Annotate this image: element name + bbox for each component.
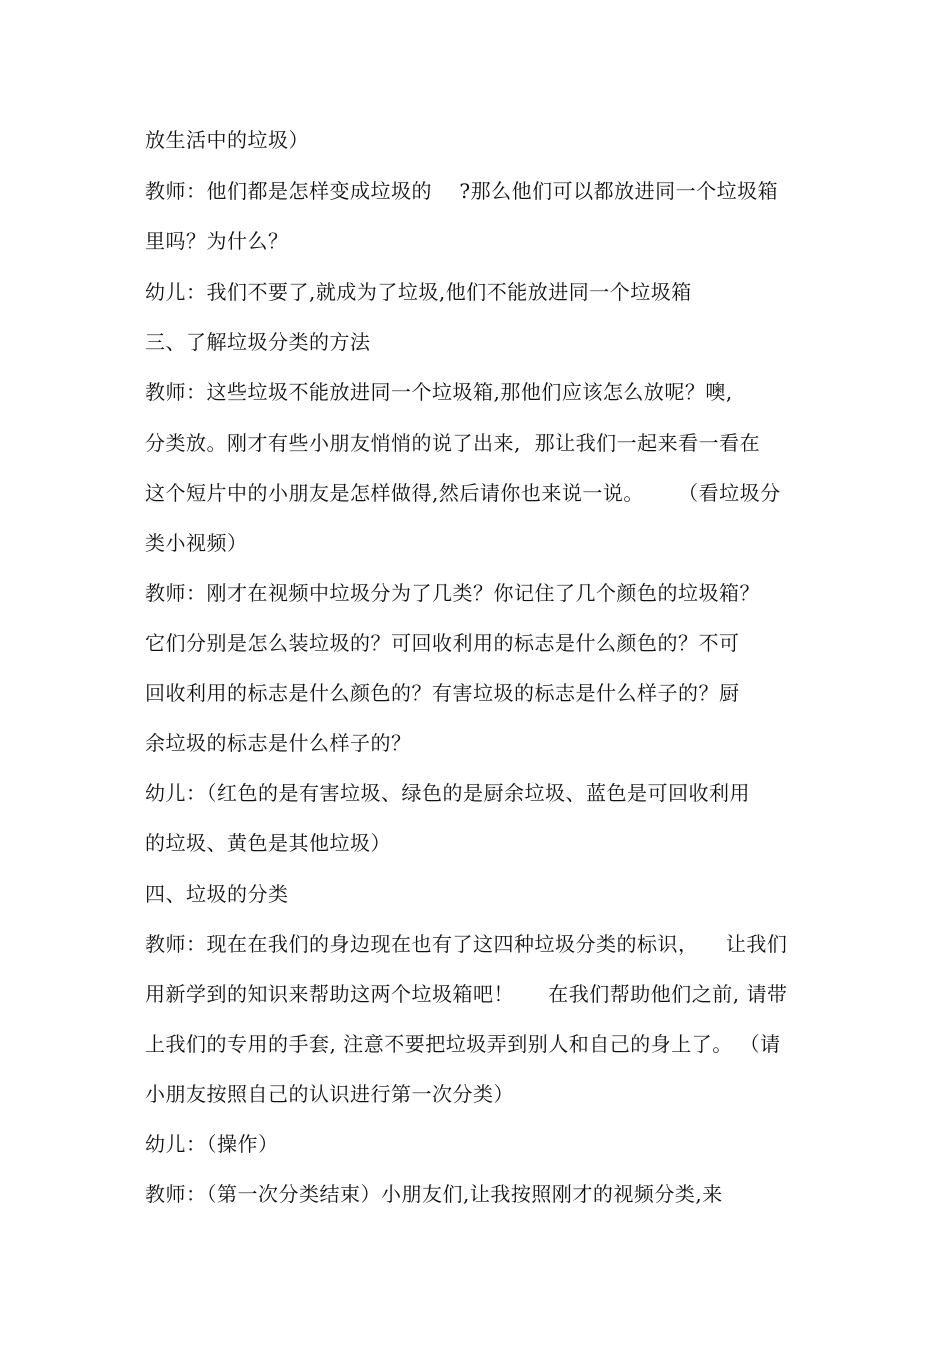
text-line: 里吗？为什么？ (145, 229, 289, 253)
text-line: 放生活中的垃圾） (145, 128, 309, 152)
text-line: 这个短片中的小朋友是怎样做得,然后请你也来说一说。 （看垃圾分 (145, 481, 781, 505)
text-line: 类小视频） (145, 531, 248, 555)
text-line: 分类放。刚才有些小朋友悄悄的说了出来, 那让我们一起来看一看在 (145, 431, 761, 455)
text-line: 小朋友按照自己的认识进行第一次分类） (145, 1082, 514, 1106)
text-line: 回收利用的标志是什么颜色的？有害垃圾的标志是什么样子的？厨 (145, 681, 740, 705)
text-line: 用新学到的知识来帮助这两个垃圾箱吧！ 在我们帮助他们之前, 请带 (145, 982, 788, 1006)
text-line: 幼儿：（操作） (145, 1132, 279, 1156)
text-line: 教师：他们都是怎样变成垃圾的 ?那么他们可以都放进同一个垃圾箱 (145, 179, 779, 203)
text-line: 教师：刚才在视频中垃圾分为了几类？你记住了几个颜色的垃圾箱？ (145, 581, 760, 605)
text-line: 幼儿：我们不要了,就成为了垃圾,他们不能放进同一个垃圾箱 (145, 280, 692, 304)
text-line: 教师：（第一次分类结束）小朋友们,让我按照刚才的视频分类,来 (145, 1182, 723, 1206)
text-line: 它们分别是怎么装垃圾的？可回收利用的标志是什么颜色的？不可 (145, 631, 740, 655)
section-heading: 三、了解垃圾分类的方法 (145, 330, 371, 354)
text-line: 幼儿：（红色的是有害垃圾、绿色的是厨余垃圾、蓝色是可回收利用 (145, 781, 750, 805)
text-line: 余垃圾的标志是什么样子的？ (145, 731, 412, 755)
text-line: 教师：现在在我们的身边现在也有了这四种垃圾分类的标识， 让我们 (145, 932, 788, 956)
section-heading: 四、垃圾的分类 (145, 882, 289, 906)
text-line: 上我们的专用的手套, 注意不要把垃圾弄到别人和自己的身上了。 （请 (145, 1032, 781, 1056)
text-line: 的垃圾、黄色是其他垃圾） (145, 831, 391, 855)
text-line: 教师：这些垃圾不能放进同一个垃圾箱,那他们应该怎么放呢？噢, (145, 380, 733, 404)
